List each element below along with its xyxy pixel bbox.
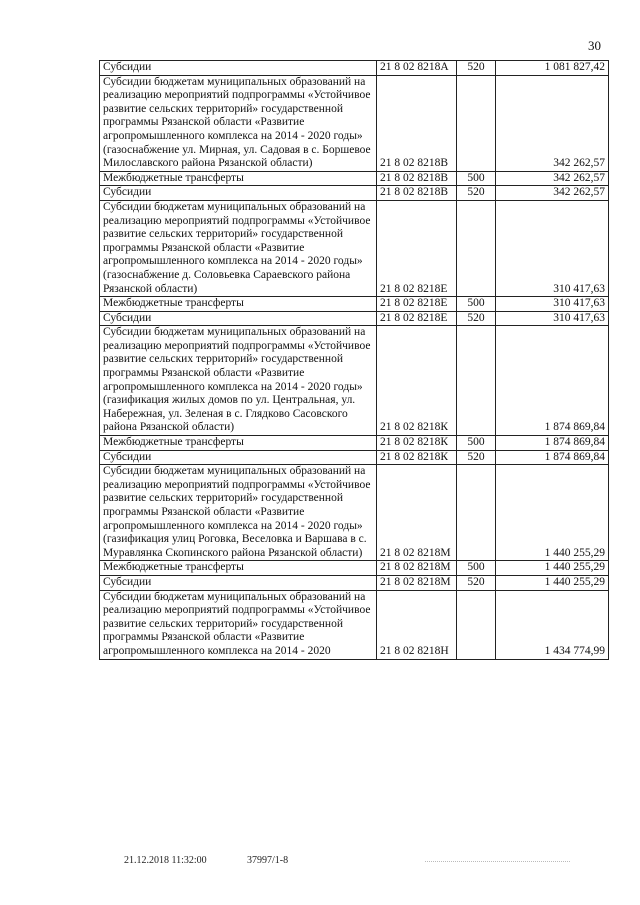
row-name: Субсидии [100,61,377,76]
row-name: Субсидии [100,575,377,590]
footer-doc-number: 37997/1-8 [247,855,289,866]
row-code: 21 8 02 8218Е [377,200,457,296]
row-name: Субсидии бюджетам муниципальных образований на реализацию мероприятий подпрограммы «Устойчивое развитие сельских территорий» государственной программы Рязанской области «Развитие агропромышленного комплекса на 2014 - 2020 [100,590,377,659]
row-amount: 310 417,63 [496,297,609,312]
row-amount: 1 874 869,84 [496,436,609,451]
row-code: 21 8 02 8218Е [377,297,457,312]
row-type [457,75,496,171]
row-amount: 1 440 255,29 [496,465,609,561]
row-code: 21 8 02 8218В [377,75,457,171]
table-row [100,561,609,576]
row-name: Субсидии бюджетам муниципальных образований на реализацию мероприятий подпрограммы «Устойчивое развитие сельских территорий» государственной программы Рязанской области «Развитие агропромышленного комплекса на 2014 - 2020 годы» (газификация жилых домов по ул. Центральная, ул. Набережная, ул. Зеленая в с. Глядково Сасовского района Рязанской области) [100,326,377,436]
table-row [100,186,609,201]
table-row [100,171,609,186]
row-name: Межбюджетные трансферты [100,561,377,576]
row-code: 21 8 02 8218М [377,575,457,590]
row-name: Субсидии [100,186,377,201]
row-amount: 1 081 827,42 [496,61,609,76]
table-row [100,436,609,451]
table-row [100,465,609,561]
row-code: 21 8 02 8218В [377,186,457,201]
row-name: Субсидии [100,450,377,465]
row-amount: 1 434 774,99 [496,590,609,659]
table-row [100,590,609,659]
row-name: Межбюджетные трансферты [100,171,377,186]
scan-artifact-line [425,861,570,863]
table-row [100,326,609,436]
row-type [457,326,496,436]
row-code: 21 8 02 8218М [377,465,457,561]
table-row [100,297,609,312]
row-amount: 1 440 255,29 [496,575,609,590]
table-row [100,450,609,465]
row-code: 21 8 02 8218А [377,61,457,76]
row-type [457,200,496,296]
table-row [100,575,609,590]
row-name: Субсидии бюджетам муниципальных образований на реализацию мероприятий подпрограммы «Устойчивое развитие сельских территорий» государственной программы Рязанской области «Развитие агропромышленного комплекса на 2014 - 2020 годы» (газоснабжение д. Соловьевка Сараевского района Рязанской области) [100,200,377,296]
row-code: 21 8 02 8218В [377,171,457,186]
row-name: Межбюджетные трансферты [100,436,377,451]
row-name: Субсидии бюджетам муниципальных образований на реализацию мероприятий подпрограммы «Устойчивое развитие сельских территорий» государственной программы Рязанской области «Развитие агропромышленного комплекса на 2014 - 2020 годы» (газоснабжение ул. Мирная, ул. Садовая в с. Боршевое Милославского района Рязанской области) [100,75,377,171]
row-type: 520 [457,186,496,201]
row-type: 500 [457,297,496,312]
row-amount: 342 262,57 [496,75,609,171]
footer-timestamp: 21.12.2018 11:32:00 [124,855,207,866]
table-row [100,311,609,326]
row-name: Субсидии [100,311,377,326]
table-row [100,75,609,171]
table-row [100,61,609,76]
row-amount: 342 262,57 [496,171,609,186]
row-amount: 1 440 255,29 [496,561,609,576]
row-type: 520 [457,311,496,326]
table-row [100,200,609,296]
row-type: 500 [457,171,496,186]
row-type: 500 [457,561,496,576]
budget-table [99,60,609,660]
row-amount: 310 417,63 [496,311,609,326]
budget-table-body [100,61,609,660]
row-amount: 1 874 869,84 [496,450,609,465]
row-code: 21 8 02 8218К [377,450,457,465]
row-amount: 1 874 869,84 [496,326,609,436]
row-name: Межбюджетные трансферты [100,297,377,312]
row-name: Субсидии бюджетам муниципальных образований на реализацию мероприятий подпрограммы «Устойчивое развитие сельских территорий» государственной программы Рязанской области «Развитие агропромышленного комплекса на 2014 - 2020 годы» (газификация улиц Роговка, Веселовка и Варшава в с. Муравлянка Скопинского района Рязанской области) [100,465,377,561]
row-code: 21 8 02 8218К [377,326,457,436]
row-amount: 310 417,63 [496,200,609,296]
row-type [457,465,496,561]
row-amount: 342 262,57 [496,186,609,201]
row-type [457,590,496,659]
row-code: 21 8 02 8218Н [377,590,457,659]
row-type: 520 [457,61,496,76]
row-type: 520 [457,575,496,590]
row-code: 21 8 02 8218К [377,436,457,451]
row-code: 21 8 02 8218М [377,561,457,576]
row-code: 21 8 02 8218Е [377,311,457,326]
row-type: 500 [457,436,496,451]
page-number: 30 [588,38,601,53]
row-type: 520 [457,450,496,465]
